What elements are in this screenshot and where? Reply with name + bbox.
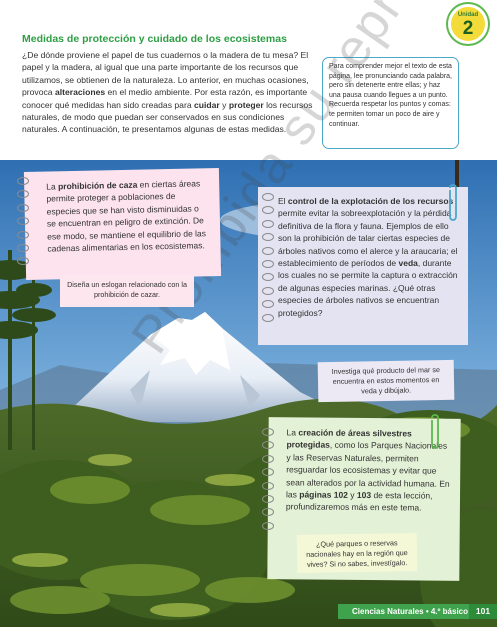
task-national-parks: ¿Qué parques o reservas nacionales hay en la región que vives? Si no sabes, investígalo. <box>297 533 418 573</box>
intro-paragraph: ¿De dónde proviene el papel de tus cuadernos o la madera de tu mesa? El papel y la madera, al igual que una parte importante de los recursos que utilizamos, se obtienen de la naturaleza. Lo anterior, en muchas ocasiones, provoca alteraciones en el medio ambiente. Por esta razón, es importante conocer qué medidas han sido creadas para cuidar y proteger los recursos naturales, de modo que puedan ser conservados en sus condiciones naturales. A continuación, te presentamos algunas de estas medidas. <box>22 50 313 135</box>
section-title: Medidas de protección y cuidado de los ecosistemas <box>22 33 287 45</box>
unit-number: 2 <box>462 18 474 39</box>
footer-label: Ciencias Naturales • 4.º básico <box>352 607 468 616</box>
unit-badge <box>448 4 488 44</box>
paperclip-icon <box>428 414 442 450</box>
note-protected-areas: La creación de áreas silvestres protegidas, como los Parques Nacionales y las Reservas Naturales, permiten resguardar los ecosistemas y evitar que sean alterados por la actividad humana. En las páginas 102 y 103 de esta lección, profundizaremos más en este tema. <box>267 417 460 581</box>
spiral-binding-right <box>262 428 276 535</box>
paperclip-icon <box>446 184 460 222</box>
spiral-binding-left <box>17 177 31 271</box>
note-hunting-ban: La prohibición de caza en ciertas áreas permite proteger a poblaciones de especies que se han visto disminuidas o se encuentran en peligro de extinción. De ese modo, se mantiene el equilibrio de las cadenas alimentarias en los ecosistemas. <box>24 168 221 280</box>
page-number: 101 <box>469 604 497 619</box>
page-footer <box>338 604 497 619</box>
task-slogan: Diseña un eslogan relacionado con la prohibición de cazar. <box>60 275 194 307</box>
note-resource-control: El control de la explotación de los recursos permite evitar la sobreexplotación y la pérdida definitiva de la flora y fauna. Ejemplos de ello son la prohibición de talar ciertas especies de árboles nativos como el alerce y la araucaria; el establecimiento de períodos de veda, durante los cuales no se permite la captura o extracción de algunas especies marinas. ¿Qué otras especies de árboles nativos se encuentran protegidos? <box>258 187 468 345</box>
reading-tip-box: Para comprender mejor el texto de esta página, lee pronunciando cada palabra, pero sin detenerte entre ellas; y haz una pausa cuando llegues a un punto. Recuerda respetar los puntos y comas: te permiten tomar un poco de aire y continuar. <box>322 57 459 149</box>
task-sea-product: Investiga qué producto del mar se encuentra en estos momentos en veda y dibújalo. <box>318 360 455 402</box>
unit-label: Unidad <box>457 12 479 18</box>
spiral-binding-middle <box>262 193 276 327</box>
